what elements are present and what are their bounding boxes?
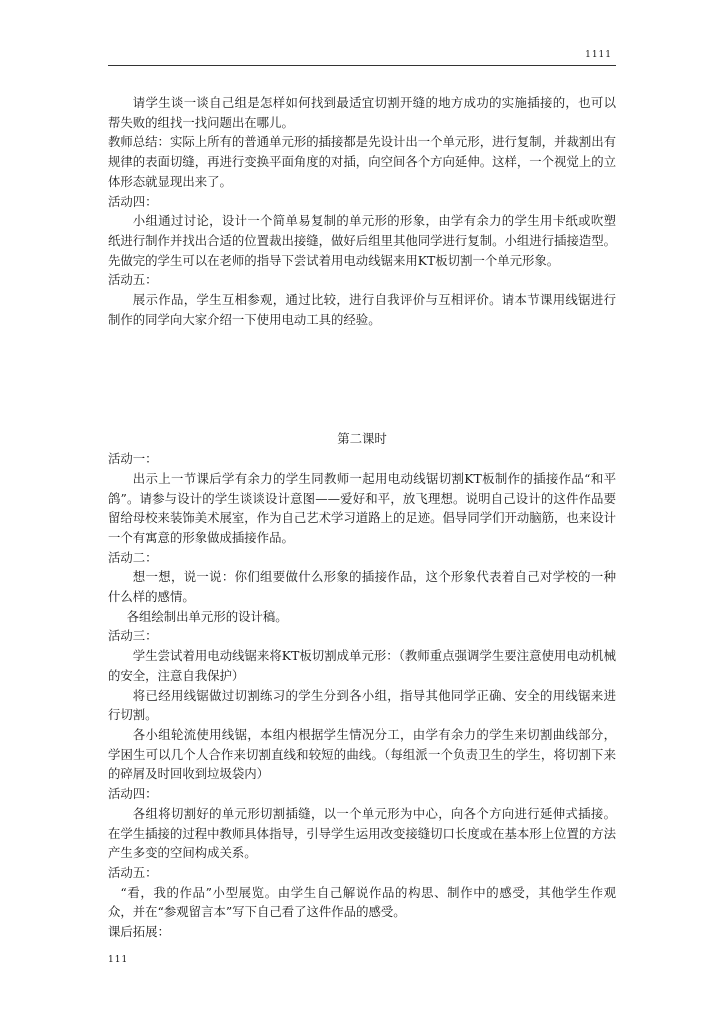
paragraph: 各组将切割好的单元形切割插缝，以一个单元形为中心，向各个方向进行延伸式插接。在学生插接的过程中教师具体指导，引导学生运用改变接缝切口长度或在基本形上位置的方法产生多变的空间构成关系。 bbox=[108, 805, 617, 861]
activity-heading: 活动三： bbox=[108, 628, 158, 644]
paragraph: 展示作品，学生互相参观，通过比较，进行自我评价与互相评价。请本节课用线锯进行制作的同学向大家介绍一下使用电动工具的经验。 bbox=[108, 292, 616, 327]
paragraph: 将已经用线锯做过切割练习的学生分到各小组，指导其他同学正确、安全的用线锯来进行切割。 bbox=[108, 687, 616, 723]
lesson-title: 第二课时 bbox=[337, 431, 387, 447]
paragraph: 学生尝试着用电动线锯来将KT板切割成单元形：（教师重点强调学生要注意使用电动机械的安全，注意自我保护） bbox=[108, 648, 616, 683]
activity-heading: 活动一： bbox=[108, 451, 158, 467]
activity-heading: 活动五： bbox=[108, 864, 158, 880]
section-gap bbox=[108, 329, 616, 429]
paragraph: 教师总结：实际上所有的普通单元形的插接都是先设计出一个单元形，进行复制，并裁割出有规律的表面切缝，再进行变换平面角度的对插，向空间各个方向延伸。这样，一个视觉上的立体形态就显现出来了。 bbox=[108, 134, 617, 189]
paragraph: 想一想，说一说：你们组要做什么形象的插接作品，这个形象代表着自己对学校的一种什么样的感情。 bbox=[108, 569, 616, 605]
activity-heading: 活动五： bbox=[108, 272, 158, 288]
document-body bbox=[108, 93, 616, 942]
paragraph: 各小组轮流使用线锯，本组内根据学生情况分工，由学有余力的学生来切割曲线部分，学困生可以几个人合作来切割直线和较短的曲线。（每组派一个负责卫生的学生，将切割下来的碎屑及时回收到垃圾袋内） bbox=[108, 726, 616, 782]
footer-page-number: 111 bbox=[108, 955, 129, 965]
paragraph: 请学生谈一谈自己组是怎样如何找到最适宜切割开缝的地方成功的实施插接的，也可以帮失败的组找一找问题出在哪儿。 bbox=[108, 95, 616, 130]
paragraph: 先做完的学生可以在老师的指导下尝试着用电动线锯来用KT板切割一个单元形象。 bbox=[108, 252, 560, 268]
paragraph: 出示上一节课后学有余力的学生同教师一起用电动线锯切割KT板制作的插接作品“和平鸽”。请参与设计的学生谈谈设计意图——爱好和平，放飞理想。说明自己设计的这件作品要留给母校来装饰美术展室，作为自己艺术学习道路上的足迹。倡导同学们开动脑筋，也来设计一个有寓意的形象做成插接作品。 bbox=[108, 470, 617, 545]
header-rule bbox=[108, 65, 616, 66]
activity-heading: 课后拓展： bbox=[108, 924, 170, 940]
activity-heading: 活动四： bbox=[108, 193, 158, 209]
activity-heading: 活动四： bbox=[108, 786, 158, 802]
paragraph: “看，我的作品”小型展览。由学生自己解说作品的构思、制作中的感受，其他学生作观众，并在“参观留言本”写下自己看了这件作品的感受。 bbox=[108, 884, 616, 920]
paragraph: 各组绘制出单元形的设计稿。 bbox=[126, 608, 288, 624]
activity-heading: 活动二： bbox=[108, 549, 158, 565]
paragraph: 小组通过讨论，设计一个简单易复制的单元形的形象，由学有余力的学生用卡纸或吹塑纸进行制作并找出合适的位置裁出接缝，做好后组里其他同学进行复制。小组进行插接造型。 bbox=[108, 213, 617, 248]
header-page-number: 1111 bbox=[585, 50, 612, 60]
